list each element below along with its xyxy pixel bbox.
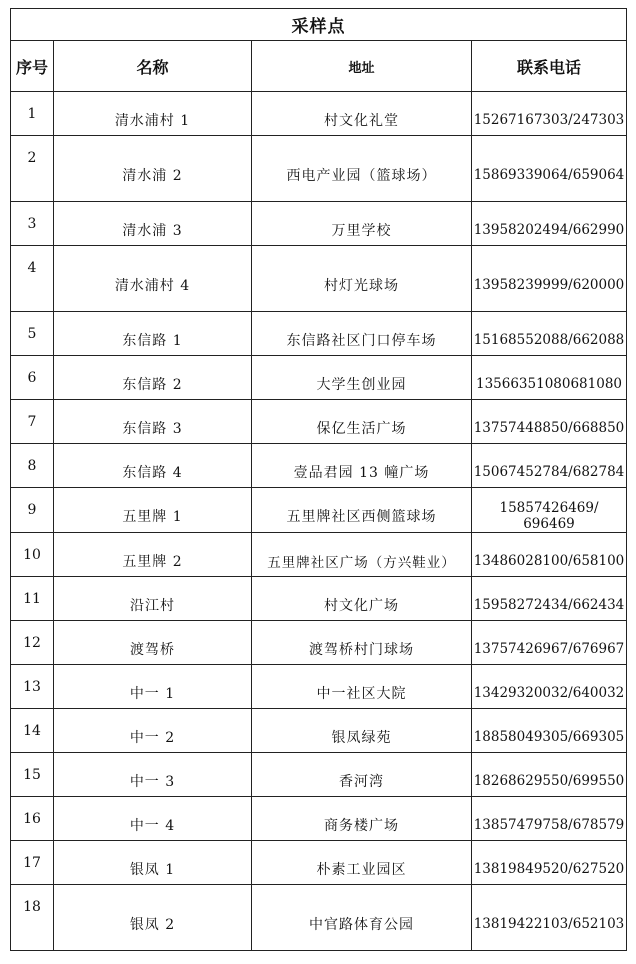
table-row — [11, 202, 627, 246]
row-index: 8 — [11, 444, 54, 488]
row-address: 东信路社区门口停车场 — [252, 312, 472, 356]
row-phone: 15958272434/662434 — [472, 577, 627, 621]
table-row — [11, 312, 627, 356]
row-name: 东信路 1 — [54, 312, 252, 356]
sampling-points-table — [10, 8, 627, 951]
row-index: 11 — [11, 577, 54, 621]
sampling-points-sheet — [10, 8, 626, 951]
row-index: 16 — [11, 797, 54, 841]
row-name: 中一 4 — [54, 797, 252, 841]
row-name: 银凤 1 — [54, 841, 252, 885]
row-address: 香河湾 — [252, 753, 472, 797]
table-row — [11, 797, 627, 841]
row-index: 5 — [11, 312, 54, 356]
row-address: 村灯光球场 — [252, 246, 472, 312]
table-row — [11, 841, 627, 885]
row-address: 万里学校 — [252, 202, 472, 246]
row-name: 东信路 4 — [54, 444, 252, 488]
title-row — [11, 9, 627, 41]
row-name: 清水浦村 4 — [54, 246, 252, 312]
row-index: 7 — [11, 400, 54, 444]
row-phone: 13857479758/678579 — [472, 797, 627, 841]
row-phone: 18858049305/669305 — [472, 709, 627, 753]
row-address: 西电产业园（篮球场） — [252, 136, 472, 202]
row-phone: 13566351080681080 — [472, 356, 627, 400]
row-phone: 13958239999/620000 — [472, 246, 627, 312]
row-address: 村文化广场 — [252, 577, 472, 621]
row-address: 村文化礼堂 — [252, 92, 472, 136]
row-phone: 13757448850/668850 — [472, 400, 627, 444]
row-name: 清水浦 3 — [54, 202, 252, 246]
row-index: 1 — [11, 92, 54, 136]
row-name: 东信路 3 — [54, 400, 252, 444]
row-name: 五里牌 2 — [54, 533, 252, 577]
row-name: 中一 3 — [54, 753, 252, 797]
header-address: 地址 — [252, 41, 472, 92]
row-name: 清水浦村 1 — [54, 92, 252, 136]
row-index: 3 — [11, 202, 54, 246]
table-row — [11, 444, 627, 488]
row-index: 4 — [11, 246, 54, 312]
row-index: 2 — [11, 136, 54, 202]
row-index: 13 — [11, 665, 54, 709]
row-address: 五里牌社区西侧篮球场 — [252, 488, 472, 533]
row-name: 中一 1 — [54, 665, 252, 709]
row-address: 壹品君园 13 幢广场 — [252, 444, 472, 488]
row-phone: 15168552088/662088 — [472, 312, 627, 356]
row-phone: 13429320032/640032 — [472, 665, 627, 709]
row-phone: 15869339064/659064 — [472, 136, 627, 202]
table-row — [11, 621, 627, 665]
row-name: 东信路 2 — [54, 356, 252, 400]
row-address: 五里牌社区广场（方兴鞋业） — [252, 533, 472, 577]
row-phone: 15857426469/ 696469 — [472, 488, 627, 533]
row-phone: 13757426967/676967 — [472, 621, 627, 665]
row-address: 大学生创业园 — [252, 356, 472, 400]
row-phone: 13819849520/627520 — [472, 841, 627, 885]
row-address: 朴素工业园区 — [252, 841, 472, 885]
row-phone: 15267167303/247303 — [472, 92, 627, 136]
row-address: 商务楼广场 — [252, 797, 472, 841]
row-index: 14 — [11, 709, 54, 753]
table-row — [11, 533, 627, 577]
table-row — [11, 356, 627, 400]
row-address: 中一社区大院 — [252, 665, 472, 709]
header-index: 序号 — [11, 41, 54, 92]
table-row — [11, 577, 627, 621]
table-title: 采样点 — [11, 9, 627, 41]
row-index: 10 — [11, 533, 54, 577]
row-name: 沿江村 — [54, 577, 252, 621]
row-index: 12 — [11, 621, 54, 665]
table-body — [11, 92, 627, 951]
table-row — [11, 709, 627, 753]
row-index: 17 — [11, 841, 54, 885]
row-phone: 15067452784/682784 — [472, 444, 627, 488]
table-row — [11, 885, 627, 951]
table-row — [11, 136, 627, 202]
row-phone: 13486028100/658100 — [472, 533, 627, 577]
row-address: 渡驾桥村门球场 — [252, 621, 472, 665]
row-name: 渡驾桥 — [54, 621, 252, 665]
row-index: 9 — [11, 488, 54, 533]
row-name: 银凤 2 — [54, 885, 252, 951]
row-index: 15 — [11, 753, 54, 797]
table-row — [11, 753, 627, 797]
row-name: 清水浦 2 — [54, 136, 252, 202]
row-address: 保亿生活广场 — [252, 400, 472, 444]
row-phone: 13958202494/662990 — [472, 202, 627, 246]
table-row — [11, 246, 627, 312]
table-row — [11, 400, 627, 444]
header-name: 名称 — [54, 41, 252, 92]
row-phone: 18268629550/699550 — [472, 753, 627, 797]
table-row — [11, 488, 627, 533]
row-phone: 13819422103/652103 — [472, 885, 627, 951]
row-index: 18 — [11, 885, 54, 951]
row-address: 银凤绿苑 — [252, 709, 472, 753]
row-index: 6 — [11, 356, 54, 400]
row-name: 中一 2 — [54, 709, 252, 753]
header-phone: 联系电话 — [472, 41, 627, 92]
table-row — [11, 665, 627, 709]
table-row — [11, 92, 627, 136]
header-row — [11, 41, 627, 92]
row-name: 五里牌 1 — [54, 488, 252, 533]
row-address: 中官路体育公园 — [252, 885, 472, 951]
